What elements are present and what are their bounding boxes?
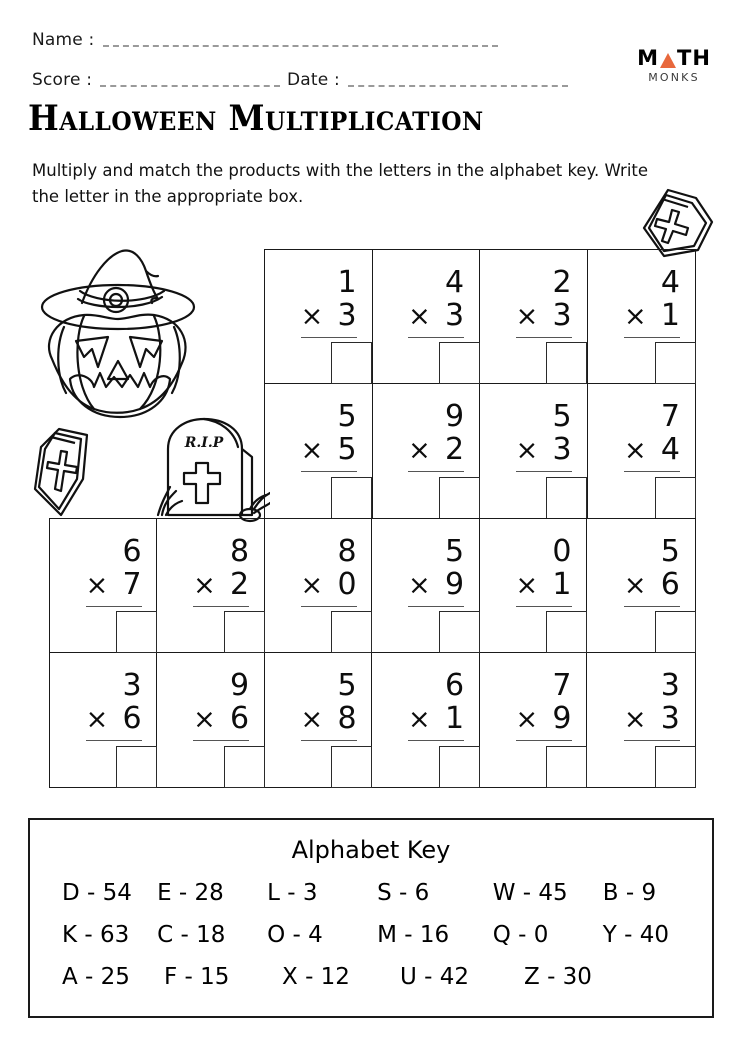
multiply-operator-icon: × bbox=[623, 301, 647, 332]
problem-rule bbox=[516, 471, 572, 472]
multiplication-problem bbox=[624, 266, 680, 338]
name-field-row bbox=[32, 30, 498, 50]
answer-letter-box[interactable] bbox=[439, 611, 480, 653]
multiplication-problem bbox=[408, 400, 464, 472]
answer-letter-box[interactable] bbox=[546, 342, 587, 384]
problem-cell bbox=[480, 653, 587, 787]
problem-rule bbox=[301, 740, 357, 741]
multiplication-problem bbox=[516, 669, 572, 741]
answer-letter-box[interactable] bbox=[439, 342, 480, 384]
problem-cell bbox=[372, 653, 479, 787]
multiplication-problem bbox=[624, 400, 680, 472]
multiplicand: 5 bbox=[552, 399, 572, 434]
answer-letter-box[interactable] bbox=[116, 611, 157, 653]
multiplication-problem bbox=[516, 400, 572, 472]
problem-rule bbox=[193, 606, 249, 607]
multiply-operator-icon: × bbox=[515, 704, 539, 735]
multiplier: 1 bbox=[552, 567, 572, 602]
multiplier: 3 bbox=[445, 298, 465, 333]
multiplication-problem bbox=[516, 266, 572, 338]
multiplier: 7 bbox=[122, 567, 142, 602]
multiplication-problem bbox=[516, 535, 572, 607]
problem-rule bbox=[624, 606, 680, 607]
alphabet-key-row bbox=[30, 880, 712, 906]
problem-rule bbox=[86, 606, 142, 607]
multiplier: 6 bbox=[122, 701, 142, 736]
multiplicand: 7 bbox=[660, 399, 680, 434]
score-label: Score : bbox=[32, 70, 93, 90]
problem-cell bbox=[373, 250, 481, 384]
alphabet-key-entry: E - 28 bbox=[157, 880, 224, 906]
multiplier: 6 bbox=[660, 567, 680, 602]
multiplication-problem bbox=[193, 535, 249, 607]
multiplier: 3 bbox=[660, 701, 680, 736]
multiplication-problem bbox=[301, 400, 357, 472]
answer-letter-box[interactable] bbox=[116, 746, 157, 788]
multiply-operator-icon: × bbox=[408, 704, 431, 735]
multiply-operator-icon: × bbox=[515, 570, 539, 601]
multiplier: 9 bbox=[444, 567, 465, 602]
multiplier: 3 bbox=[552, 298, 572, 333]
answer-letter-box[interactable] bbox=[655, 746, 696, 788]
problem-rule bbox=[516, 606, 572, 607]
problem-cell bbox=[588, 384, 696, 518]
answer-letter-box[interactable] bbox=[546, 746, 587, 788]
multiplication-problem bbox=[624, 669, 680, 741]
problem-rule bbox=[624, 471, 680, 472]
multiplier: 1 bbox=[444, 701, 465, 736]
problem-rule bbox=[301, 471, 357, 472]
multiplier: 3 bbox=[337, 298, 357, 333]
logo-text-m: M bbox=[637, 46, 659, 70]
problem-cell bbox=[480, 384, 588, 518]
multiply-operator-icon: × bbox=[623, 704, 647, 735]
answer-letter-box[interactable] bbox=[546, 611, 587, 653]
alphabet-key-entry: K - 63 bbox=[62, 922, 130, 948]
multiplier: 0 bbox=[337, 567, 357, 602]
multiply-operator-icon: × bbox=[408, 570, 431, 601]
multiplicand: 9 bbox=[445, 399, 465, 434]
multiplication-problem bbox=[193, 669, 249, 741]
answer-letter-box[interactable] bbox=[655, 477, 696, 519]
alphabet-key-entry: A - 25 bbox=[62, 964, 130, 990]
rip-tombstone-illustration bbox=[150, 415, 270, 525]
multiplication-problem bbox=[301, 669, 357, 741]
logo-subtitle: MONKS bbox=[648, 71, 700, 84]
multiply-operator-icon: × bbox=[193, 570, 216, 601]
multiplicand: 8 bbox=[229, 534, 250, 569]
logo-text-th: TH bbox=[677, 46, 711, 70]
alphabet-key-entry: Z - 30 bbox=[524, 964, 592, 990]
alphabet-key-entry: M - 16 bbox=[377, 922, 450, 948]
problem-cell bbox=[480, 250, 588, 384]
problem-grid-bottom bbox=[49, 518, 696, 788]
multiply-operator-icon: × bbox=[300, 704, 324, 735]
multiplicand: 6 bbox=[122, 534, 142, 569]
alphabet-key-entry: W - 45 bbox=[492, 880, 568, 906]
alphabet-key-entry: C - 18 bbox=[157, 922, 226, 948]
alphabet-key-entry: O - 4 bbox=[267, 922, 323, 948]
multiplier: 1 bbox=[660, 298, 680, 333]
problem-rule bbox=[624, 337, 680, 338]
multiply-operator-icon: × bbox=[300, 570, 324, 601]
multiplication-problem bbox=[408, 266, 464, 338]
multiplicand: 2 bbox=[552, 265, 572, 300]
multiply-operator-icon: × bbox=[85, 704, 109, 735]
multiplication-problem bbox=[408, 669, 464, 741]
problem-rule bbox=[516, 337, 572, 338]
alphabet-key-entry: S - 6 bbox=[377, 880, 430, 906]
multiply-operator-icon: × bbox=[85, 570, 109, 601]
problem-rule bbox=[193, 740, 249, 741]
multiplier: 3 bbox=[552, 432, 572, 467]
multiply-operator-icon: × bbox=[515, 435, 539, 466]
date-label: Date : bbox=[287, 70, 340, 90]
alphabet-key-title: Alphabet Key bbox=[291, 836, 451, 864]
multiplicand: 1 bbox=[337, 265, 357, 300]
answer-letter-box[interactable] bbox=[331, 746, 372, 788]
triangle-icon bbox=[660, 53, 676, 68]
problem-cell bbox=[265, 519, 372, 653]
tombstone-rip-text: R.I.P bbox=[184, 435, 224, 451]
alphabet-key-entry: Q - 0 bbox=[492, 922, 549, 948]
problem-cell bbox=[587, 653, 694, 787]
problem-rule bbox=[624, 740, 680, 741]
answer-letter-box[interactable] bbox=[331, 477, 372, 519]
answer-letter-box[interactable] bbox=[439, 746, 480, 788]
problem-rule bbox=[408, 337, 464, 338]
multiply-operator-icon: × bbox=[300, 301, 324, 332]
answer-letter-box[interactable] bbox=[439, 477, 480, 519]
name-label: Name : bbox=[32, 30, 95, 50]
problem-cell bbox=[50, 653, 157, 787]
multiply-operator-icon: × bbox=[408, 435, 431, 466]
multiplicand: 9 bbox=[229, 668, 250, 703]
problem-rule bbox=[408, 740, 464, 741]
problem-grid-top bbox=[264, 249, 696, 519]
multiply-operator-icon: × bbox=[193, 704, 216, 735]
problem-cell bbox=[157, 519, 264, 653]
multiply-operator-icon: × bbox=[623, 435, 647, 466]
alphabet-key-row bbox=[30, 964, 712, 990]
date-field-row bbox=[287, 70, 568, 90]
problem-cell bbox=[265, 250, 373, 384]
problem-rule bbox=[301, 606, 357, 607]
multiplicand: 3 bbox=[122, 668, 142, 703]
alphabet-key-entry: D - 54 bbox=[62, 880, 132, 906]
alphabet-key-entry: B - 9 bbox=[602, 880, 657, 906]
problem-cell bbox=[587, 519, 694, 653]
alphabet-key-row bbox=[30, 922, 712, 948]
answer-letter-box[interactable] bbox=[546, 477, 587, 519]
alphabet-key-entry: Y - 40 bbox=[602, 922, 669, 948]
answer-letter-box[interactable] bbox=[331, 342, 372, 384]
multiplier: 9 bbox=[552, 701, 572, 736]
multiply-operator-icon: × bbox=[623, 570, 647, 601]
multiplicand: 4 bbox=[660, 265, 680, 300]
math-monks-logo bbox=[628, 48, 720, 84]
multiplication-problem bbox=[301, 266, 357, 338]
alphabet-key-entry: X - 12 bbox=[282, 964, 350, 990]
problem-rule bbox=[86, 740, 142, 741]
problem-rule bbox=[516, 740, 572, 741]
multiplier: 6 bbox=[229, 701, 250, 736]
multiplier: 4 bbox=[660, 432, 680, 467]
problem-rule bbox=[408, 471, 464, 472]
problem-cell bbox=[373, 384, 481, 518]
multiplier: 8 bbox=[337, 701, 357, 736]
multiplier: 2 bbox=[445, 432, 465, 467]
worksheet-header bbox=[0, 0, 742, 100]
problem-cell bbox=[265, 653, 372, 787]
answer-letter-box[interactable] bbox=[331, 611, 372, 653]
multiplier: 2 bbox=[229, 567, 250, 602]
problem-cell bbox=[50, 519, 157, 653]
multiplicand: 5 bbox=[337, 399, 357, 434]
alphabet-key-entry: U - 42 bbox=[400, 964, 470, 990]
multiply-operator-icon: × bbox=[300, 435, 324, 466]
answer-letter-box[interactable] bbox=[655, 342, 696, 384]
problem-cell bbox=[588, 250, 696, 384]
multiplicand: 5 bbox=[444, 534, 465, 569]
score-input-line[interactable] bbox=[100, 85, 280, 87]
multiplication-problem bbox=[86, 669, 142, 741]
problem-cell bbox=[480, 519, 587, 653]
answer-letter-box[interactable] bbox=[224, 611, 265, 653]
multiplication-problem bbox=[408, 535, 464, 607]
multiplicand: 4 bbox=[445, 265, 465, 300]
multiplicand: 3 bbox=[660, 668, 680, 703]
problem-cell bbox=[157, 653, 264, 787]
multiplication-problem bbox=[86, 535, 142, 607]
alphabet-key-entry: L - 3 bbox=[267, 880, 318, 906]
name-input-line[interactable] bbox=[103, 45, 498, 47]
multiplication-problem bbox=[624, 535, 680, 607]
multiplicand: 8 bbox=[337, 534, 357, 569]
alphabet-key-rows bbox=[30, 880, 712, 990]
page-title: Halloween Multiplication bbox=[28, 98, 484, 139]
multiplicand: 7 bbox=[552, 668, 572, 703]
coffin-with-cross-left-illustration bbox=[25, 425, 115, 520]
multiply-operator-icon: × bbox=[515, 301, 539, 332]
answer-letter-box[interactable] bbox=[224, 746, 265, 788]
problem-cell bbox=[265, 384, 373, 518]
multiplier: 5 bbox=[337, 432, 357, 467]
alphabet-key-entry: F - 15 bbox=[164, 964, 230, 990]
problem-rule bbox=[408, 606, 464, 607]
multiplicand: 5 bbox=[660, 534, 680, 569]
problem-rule bbox=[301, 337, 357, 338]
instructions-text: Multiply and match the products with the letters in the alphabet key. Write the letter in the appropriate box. bbox=[32, 161, 649, 206]
date-input-line[interactable] bbox=[348, 85, 568, 87]
multiplication-problem bbox=[301, 535, 357, 607]
score-field-row bbox=[32, 70, 280, 90]
multiplicand: 0 bbox=[552, 534, 572, 569]
alphabet-key-box bbox=[28, 818, 714, 1018]
multiplicand: 6 bbox=[444, 668, 465, 703]
answer-letter-box[interactable] bbox=[655, 611, 696, 653]
multiply-operator-icon: × bbox=[408, 301, 431, 332]
problem-cell bbox=[372, 519, 479, 653]
multiplicand: 5 bbox=[337, 668, 357, 703]
